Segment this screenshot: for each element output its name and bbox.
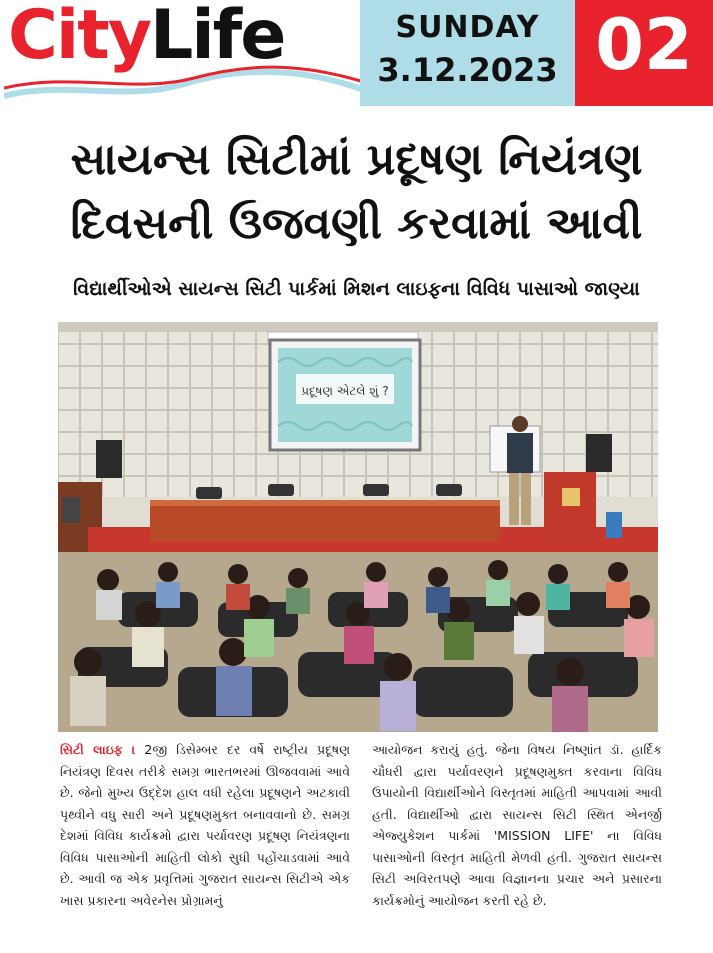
issue-day: SUNDAY <box>395 10 540 45</box>
article-subheadline: વિદ્યાર્થીઓએ સાયન્સ સિટી પાર્કમાં મિશન લાઇફના વિવિધ પાસાઓ જાણ્યા <box>73 278 640 300</box>
page-number-box <box>575 0 713 106</box>
city-life-logo <box>4 0 360 100</box>
issue-date: 3.12.2023 <box>377 51 558 89</box>
left-speaker <box>96 440 122 478</box>
classroom-photo-illustration <box>58 322 658 732</box>
article-text-left: 2જી ડિસેમ્બર દર વર્ષે રાષ્ટ્રીય પ્રદૂષણ નિયંત્રણ દિવસ તરીકે સમગ્ર ભારતભરમાં ઊજવવામાં આવે છે. જેનો મુખ્ય ઉદ્દેશ હાલ વધી રહેલા પ્રદૂષણને અટકાવી પૃથ્વીને વધુ સારી અને પ્રદૂષણમુક્ત બનાવવાનો છે. સમગ્ર દેશમાં વિવિધ કાર્યક્રમો દ્વારા પર્યાવરણ પ્રદૂષણ નિયંત્રણના વિવિધ પાસાઓની માહિતી લોકો સુધી પહોંચાડવામાં આવે છે. આવી જ એક પ્રવૃત્તિમાં ગુજરાત સાયન્સ સિટીએ એક ખાસ પ્રકારના અવેરનેસ પ્રોગ્રામનું <box>60 742 350 908</box>
page-number: 02 <box>595 4 693 86</box>
logo-life: Life <box>150 0 285 75</box>
logo-city: City <box>8 0 151 75</box>
article-text-right: આયોજન કરાયું હતું. જેના વિષય નિષ્ણાંત ડૉ. હાર્દિક ચૌધરી દ્વારા પર્યાવરણને પ્રદૂષણમુક્ત કરવાના વિવિધ ઉપાયોની વિદ્યાર્થીઓને વિસ્તૃતમાં માહિતી આપવામાં આવી હતી. વિદ્યાર્થીઓ દ્વારા સાયન્સ સિટી સ્થિત એનર્જી એજ્યુકેશન પાર્કમાં 'MISSION LIFE' ના વિવિધ પાસાઓની વિસ્તૃત માહિતી મેળવી હતી. ગુજરાત સાયન્સ સિટી અવિરતપણે આવા વિજ્ઞાનના પ્રચાર અને પ્રસારના કાર્યક્રમોનું આયોજન કરતી રહે છે. <box>372 742 662 908</box>
projector-text: પ્રદૂષણ એટલે શું ? <box>301 384 389 398</box>
headline-line-2: દિવસની ઉજવણી કરવામાં આવી <box>70 198 643 249</box>
article-photo <box>58 322 658 732</box>
article-column-right <box>372 739 662 911</box>
article-column-left <box>60 739 350 911</box>
masthead <box>0 0 713 112</box>
article-headline <box>30 128 683 256</box>
headline-line-1: સાયન્સ સિટીમાં પ્રદૂષણ નિયંત્રણ <box>70 134 643 185</box>
right-speaker <box>586 434 612 472</box>
podium <box>544 472 596 544</box>
stage-desk <box>150 500 500 542</box>
date-box <box>360 0 575 106</box>
article-dateline: સિટી લાઇફ । <box>60 742 136 757</box>
